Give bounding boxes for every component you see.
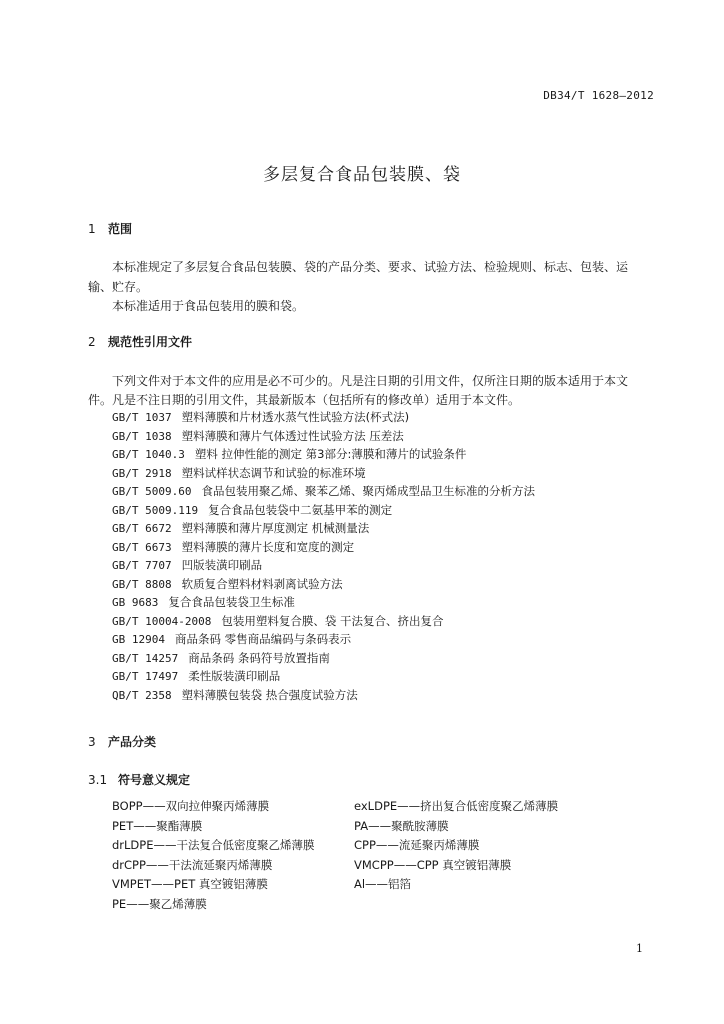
section-1-number: 1 [88, 222, 96, 236]
reference-item [112, 520, 369, 536]
subsection-3-1-title: 符号意义规定 [118, 773, 191, 787]
section-2-number: 2 [88, 335, 96, 349]
section-3-number: 3 [88, 735, 96, 749]
reference-title: 塑料试样状态调节和试验的标准环境 [181, 465, 366, 480]
reference-code: GB/T 1037 [112, 411, 172, 424]
reference-title: 塑料薄膜和片材透水蒸气性试验方法(杯式法) [181, 410, 410, 424]
section-1-para2: 本标准适用于食品包装用的膜和袋。 [112, 299, 305, 313]
subsection-3-1-number: 3.1 [88, 773, 108, 787]
reference-title: 复合食品包装袋中二氨基甲苯的测定 [208, 502, 393, 517]
reference-title: 塑料薄膜的薄片长度和宽度的测定 [181, 539, 355, 554]
reference-code: GB/T 1040.3 [112, 448, 185, 461]
reference-item [112, 409, 409, 425]
symbol-definition: VMPET——PET 真空镀铝薄膜 [112, 877, 268, 891]
reference-code: GB/T 14257 [112, 651, 179, 665]
standard-code: DB34/T 1628—2012 [543, 89, 654, 102]
reference-title: 商品条码 零售商品编码与条码表示 [174, 632, 352, 646]
reference-title: 塑料薄膜和薄片厚度测定 机械测量法 [181, 521, 370, 535]
reference-item [112, 687, 358, 703]
reference-item [112, 483, 535, 499]
reference-code: GB 9683 [112, 596, 159, 609]
symbol-definition: drCPP——干法流延聚丙烯薄膜 [112, 857, 273, 872]
section-2-intro-line1: 下列文件对于本文件的应用是必不可少的。凡是注日期的引用文件，仅所注日期的版本适用于本文 [112, 374, 629, 388]
section-2-intro-line2: 件。凡是不注日期的引用文件，其最新版本（包括所有的修改单）适用于本文件。 [88, 393, 521, 407]
reference-item [112, 428, 404, 444]
reference-item [112, 557, 262, 573]
reference-code: GB/T 5009.60 [112, 485, 192, 498]
reference-code: QB/T 2358 [112, 688, 172, 702]
reference-item [112, 502, 392, 518]
reference-item [112, 668, 280, 684]
reference-code: GB/T 6673 [112, 540, 172, 554]
symbol-definition: CPP——流延聚丙烯薄膜 [354, 838, 480, 852]
symbol-definition: PET——聚酯薄膜 [112, 818, 203, 833]
page-number: 1 [636, 942, 643, 955]
symbol-definition: BOPP——双向拉伸聚丙烯薄膜 [112, 799, 270, 813]
reference-title: 商品条码 条码符号放置指南 [188, 650, 330, 665]
reference-item [112, 539, 354, 555]
reference-code: GB/T 10004-2008 [112, 614, 212, 628]
section-1-title: 范围 [108, 222, 133, 236]
reference-code: GB/T 2918 [112, 466, 172, 480]
section-1-para1-line2: 输、贮存。 [88, 280, 149, 294]
section-2-heading [88, 333, 192, 350]
reference-code: GB/T 8808 [112, 577, 172, 591]
section-3-title: 产品分类 [108, 735, 157, 749]
symbol-definition: drLDPE——干法复合低密度聚乙烯薄膜 [112, 838, 315, 852]
reference-code: GB/T 17497 [112, 670, 179, 683]
section-1-para1-line1: 本标准规定了多层复合食品包装膜、袋的产品分类、要求、试验方法、检验规则、标志、包装、运 [112, 260, 629, 274]
reference-title: 凹版装潢印刷品 [181, 558, 263, 572]
reference-title: 塑料薄膜包装袋 热合强度试验方法 [181, 687, 358, 702]
reference-item [112, 465, 366, 481]
reference-code: GB/T 1038 [112, 429, 172, 443]
reference-item [112, 613, 444, 629]
reference-title: 软质复合塑料材料剥离试验方法 [181, 576, 343, 591]
reference-code: GB/T 7707 [112, 559, 172, 572]
section-2-title: 规范性引用文件 [108, 335, 193, 349]
symbol-definition: exLDPE——挤出复合低密度聚乙烯薄膜 [354, 799, 559, 813]
reference-title: 塑料薄膜和薄片气体透过性试验方法 压差法 [181, 428, 404, 443]
reference-title: 复合食品包装袋卫生标准 [168, 595, 295, 609]
reference-title: 食品包装用聚乙烯、聚苯乙烯、聚丙烯成型品卫生标准的分析方法 [201, 484, 535, 498]
reference-item [112, 631, 351, 647]
reference-item [112, 576, 343, 592]
symbol-definition: PE——聚乙烯薄膜 [112, 896, 207, 911]
reference-code: GB 12904 [112, 633, 165, 646]
reference-item [112, 594, 295, 610]
reference-title: 包装用塑料复合膜、袋 干法复合、挤出复合 [221, 613, 444, 628]
reference-title: 塑料 拉伸性能的测定 第3部分:薄膜和薄片的试验条件 [194, 447, 467, 461]
reference-code: GB/T 6672 [112, 522, 172, 535]
section-3-heading [88, 733, 156, 750]
reference-title: 柔性版装潢印刷品 [188, 669, 281, 683]
subsection-3-1-heading [88, 771, 190, 788]
section-1-heading [88, 220, 132, 237]
document-title: 多层复合食品包装膜、袋 [263, 165, 461, 185]
reference-item [112, 650, 330, 666]
symbol-definition: Al——铝箔 [354, 877, 412, 891]
symbol-definition: VMCPP——CPP 真空镀铝薄膜 [354, 857, 512, 872]
reference-code: GB/T 5009.119 [112, 503, 199, 517]
symbol-definition: PA——聚酰胺薄膜 [354, 818, 449, 833]
reference-item [112, 446, 466, 462]
